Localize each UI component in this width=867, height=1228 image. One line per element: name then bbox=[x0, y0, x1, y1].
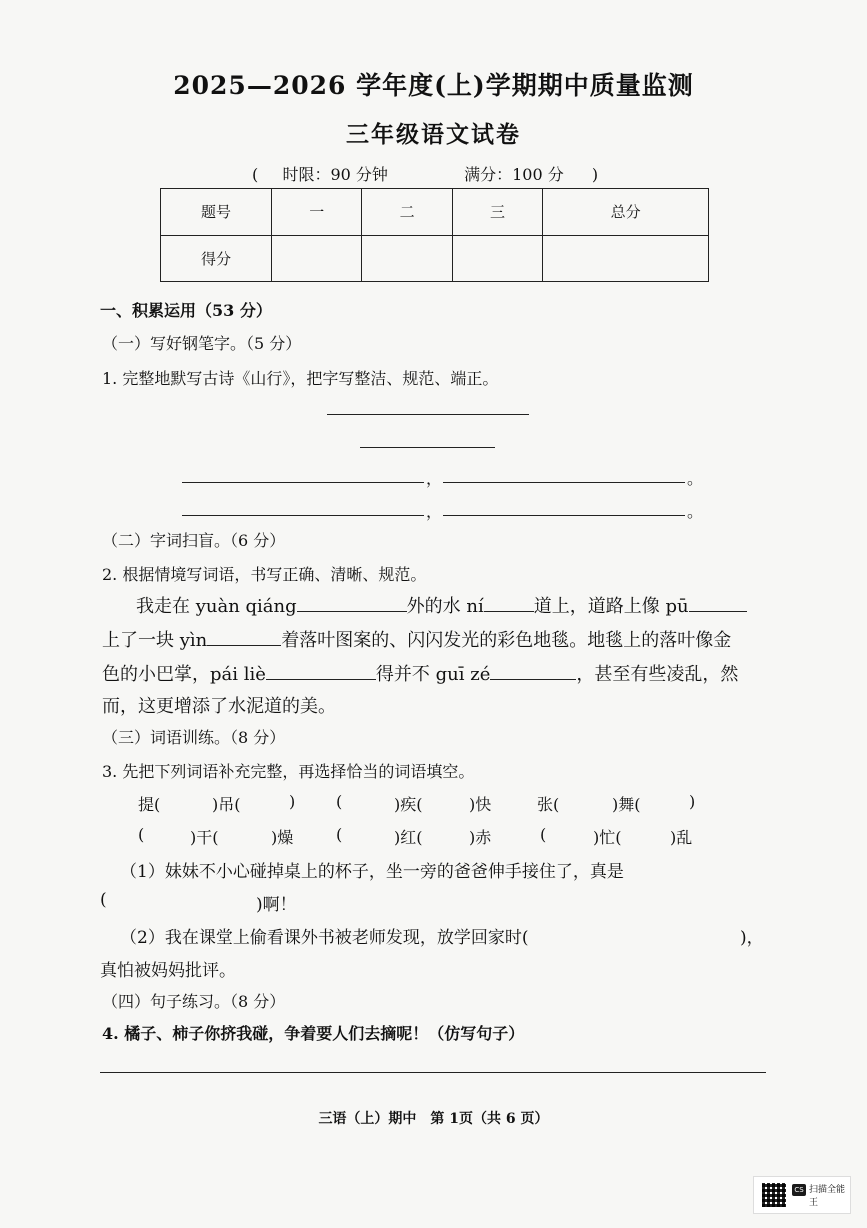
part-heading: （二）字词扫盲。（6 分） bbox=[102, 531, 286, 550]
idiom-part: 提( bbox=[138, 795, 161, 814]
sentence-2-close: )， bbox=[740, 928, 764, 948]
score-cell-header: 三 bbox=[452, 189, 542, 236]
period: 。 bbox=[687, 502, 704, 521]
poem-line-2b[interactable] bbox=[443, 515, 685, 516]
sentence-2: （2）我在课堂上偷看课外书被老师发现，放学回家时( bbox=[120, 928, 529, 948]
part-heading: （四）句子练习。（8 分） bbox=[102, 992, 286, 1011]
sentence-1-close: )啊！ bbox=[256, 895, 297, 915]
score-cell-empty[interactable] bbox=[543, 235, 709, 282]
score-cell-label: 得分 bbox=[161, 235, 272, 282]
score-table-header-row bbox=[161, 189, 709, 236]
answer-blank[interactable] bbox=[484, 595, 534, 612]
passage-text: ，甚至有些凌乱，然 bbox=[576, 664, 739, 685]
sentence-1-open: ( bbox=[100, 890, 107, 910]
exam-subtitle: 三年级语文试卷 bbox=[346, 121, 521, 148]
scanner-brand: 扫描全能王 bbox=[809, 1185, 846, 1208]
idiom-part: 张( bbox=[537, 795, 560, 814]
passage-text: 道上，道路上像 pū bbox=[533, 596, 689, 617]
passage-text: 着落叶图案的、闪闪发光的彩色地毯。地毯上的落叶像金 bbox=[281, 630, 732, 651]
poem-line-1a[interactable] bbox=[182, 482, 424, 483]
full-score: 满分：100 分 bbox=[464, 165, 564, 184]
scanner-watermark bbox=[753, 1176, 851, 1214]
answer-blank[interactable] bbox=[297, 595, 407, 612]
part-heading: （一）写好钢笔字。（5 分） bbox=[102, 334, 302, 353]
idiom-part: )干( bbox=[190, 828, 219, 847]
comma: ， bbox=[426, 469, 443, 488]
passage-text: 色的小巴掌，pái liè bbox=[102, 664, 266, 685]
idiom-part: ) bbox=[289, 792, 296, 811]
page-footer: 三语（上）期中 第 1页（共 6 页） bbox=[318, 1111, 549, 1127]
question-3: 3. 先把下列词语补充完整，再选择恰当的词语填空。 bbox=[102, 762, 475, 781]
passage-text: 外的水 ní bbox=[406, 596, 484, 617]
section-heading: 一、积累运用（53 分） bbox=[100, 301, 272, 320]
idiom-part: )赤 bbox=[469, 828, 492, 847]
passage-line bbox=[102, 626, 731, 652]
time-limit: 时限：90 分钟 bbox=[282, 165, 388, 184]
idiom-part: ( bbox=[336, 825, 343, 844]
score-cell-header: 一 bbox=[272, 189, 362, 236]
idiom-part: )疾( bbox=[394, 795, 423, 814]
passage-text: 上了一块 yìn bbox=[102, 630, 208, 651]
score-cell-empty[interactable] bbox=[272, 235, 362, 282]
sentence-1: （1）妹妹不小心碰掉桌上的杯子，坐一旁的爸爸伸手接住了，真是 bbox=[120, 862, 624, 882]
poem-title-line[interactable] bbox=[327, 414, 529, 415]
exam-meta bbox=[252, 162, 598, 185]
answer-blank[interactable] bbox=[490, 663, 576, 680]
answer-blank[interactable] bbox=[689, 595, 747, 612]
idiom-part: )乱 bbox=[670, 828, 693, 847]
passage-line: 而，这更增添了水泥道的美。 bbox=[102, 696, 336, 717]
score-cell-header: 总分 bbox=[543, 189, 709, 236]
idiom-part: )吊( bbox=[212, 795, 241, 814]
passage-text: 我走在 yuàn qiáng bbox=[136, 596, 297, 617]
question-2: 2. 根据情境写词语，书写正确、清晰、规范。 bbox=[102, 565, 427, 584]
passage-text: 得并不 guī zé bbox=[375, 664, 491, 685]
score-table-score-row bbox=[161, 235, 709, 282]
answer-blank[interactable] bbox=[266, 663, 376, 680]
poem-line-1b[interactable] bbox=[443, 482, 685, 483]
score-table bbox=[160, 188, 709, 282]
sentence-2-end: 真怕被妈妈批评。 bbox=[100, 961, 236, 981]
cs-logo-icon: CS bbox=[792, 1184, 806, 1196]
idiom-part: ( bbox=[336, 792, 343, 811]
answer-blank[interactable] bbox=[207, 629, 281, 646]
idiom-part: ( bbox=[138, 825, 145, 844]
period: 。 bbox=[687, 469, 704, 488]
meta-close-paren: ) bbox=[591, 165, 599, 184]
poem-line-2a[interactable] bbox=[182, 515, 424, 516]
exam-title: 2025—2026 学年度(上)学期期中质量监测 bbox=[173, 71, 694, 100]
answer-line[interactable] bbox=[100, 1072, 766, 1073]
question-1: 1. 完整地默写古诗《山行》，把字写整洁、规范、端正。 bbox=[102, 369, 499, 388]
passage-line bbox=[102, 660, 738, 686]
question-4: 4. 橘子、柿子你挤我碰，争着要人们去摘呢！（仿写句子） bbox=[102, 1024, 525, 1043]
idiom-part: )忙( bbox=[593, 828, 622, 847]
score-cell-label: 题号 bbox=[161, 189, 272, 236]
score-cell-empty[interactable] bbox=[362, 235, 452, 282]
idiom-part: )红( bbox=[394, 828, 423, 847]
poem-author-line[interactable] bbox=[360, 447, 495, 448]
idiom-part: )快 bbox=[469, 795, 492, 814]
comma: ， bbox=[426, 502, 443, 521]
qr-code-icon bbox=[762, 1183, 786, 1207]
passage-line bbox=[136, 592, 747, 618]
part-heading: （三）词语训练。（8 分） bbox=[102, 728, 286, 747]
idiom-part: ) bbox=[689, 792, 696, 811]
score-cell-header: 二 bbox=[362, 189, 452, 236]
idiom-part: )舞( bbox=[612, 795, 641, 814]
score-cell-empty[interactable] bbox=[452, 235, 542, 282]
idiom-part: ( bbox=[540, 825, 547, 844]
meta-open-paren: ( bbox=[252, 165, 259, 184]
idiom-part: )燥 bbox=[271, 828, 294, 847]
